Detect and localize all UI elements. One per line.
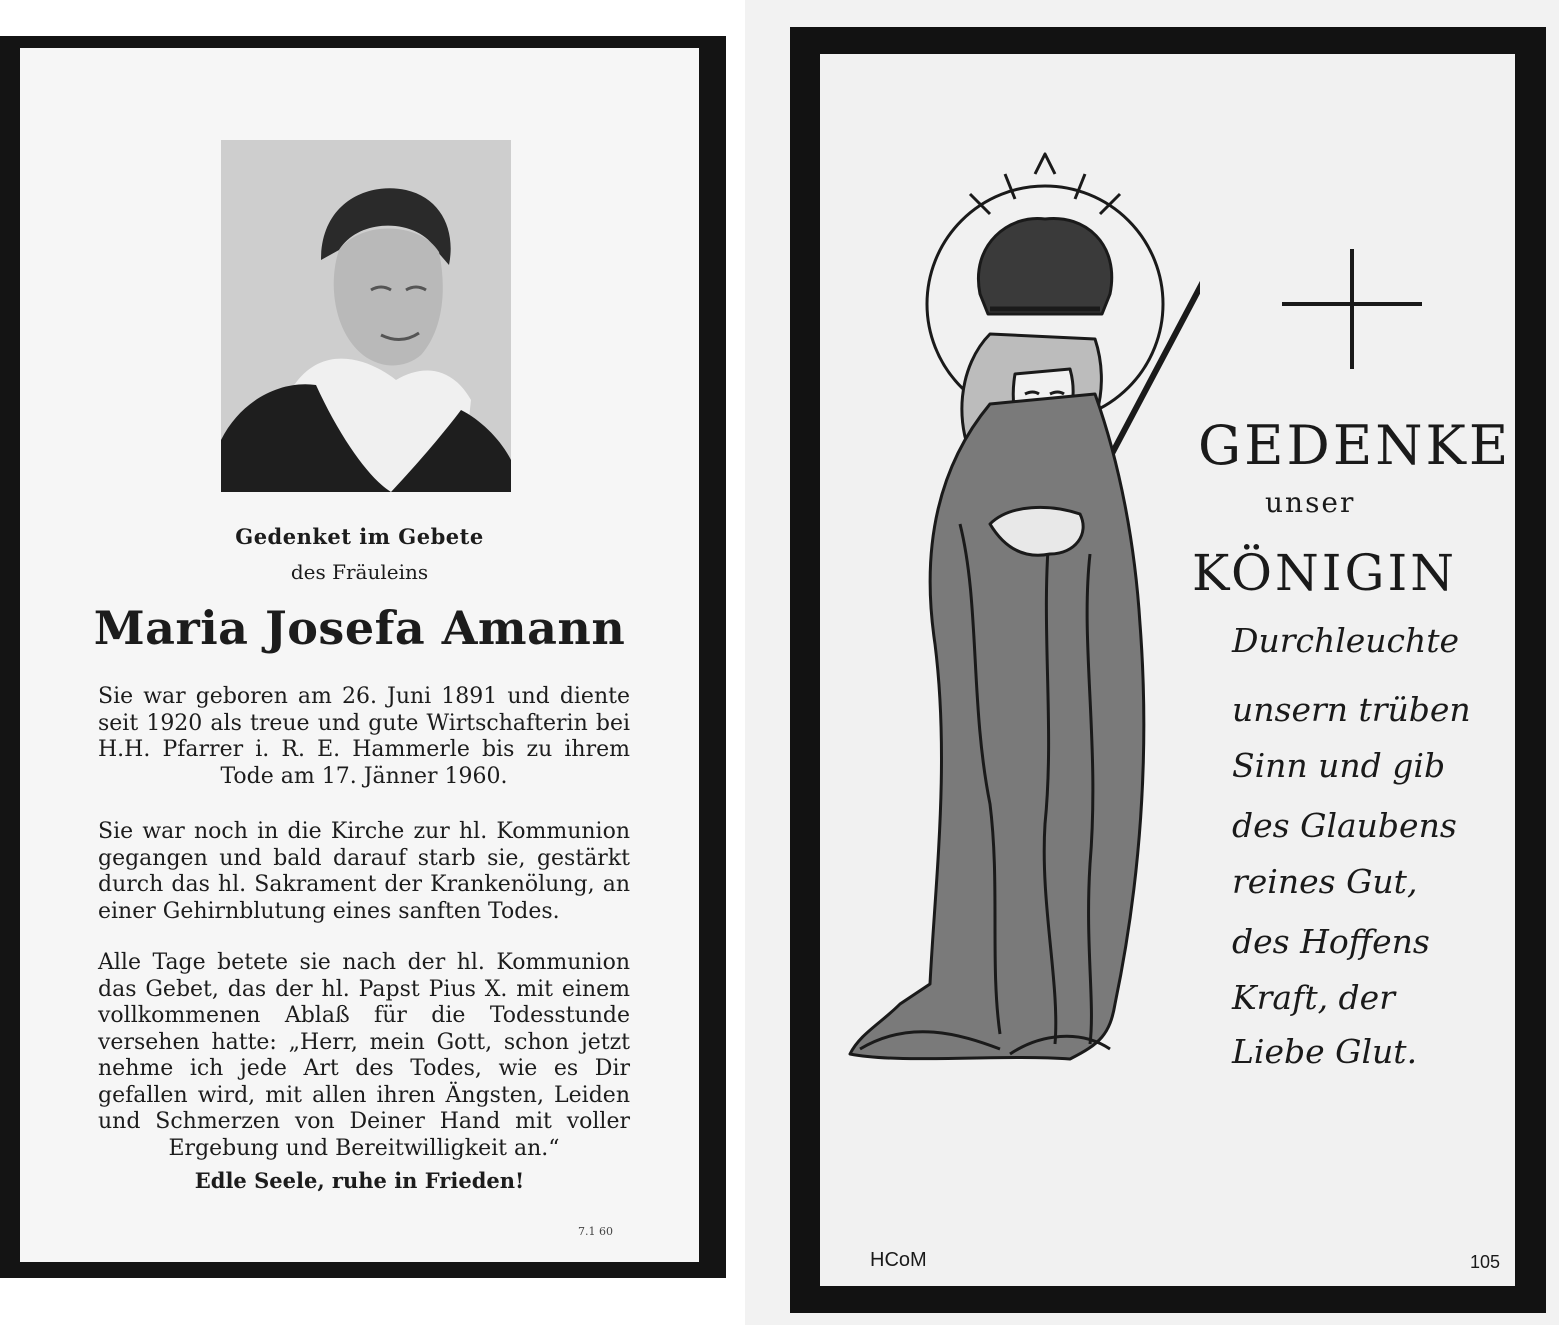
title-unser: unser xyxy=(1265,486,1356,519)
closing-blessing: Edle Seele, ruhe in Frieden! xyxy=(194,1168,525,1193)
verse-line: reines Gut, xyxy=(1232,862,1418,901)
card-paper xyxy=(820,54,1515,1286)
biography-paragraph: Sie war geboren am 26. Juni 1891 und diente seit 1920 als treue und gute Wirtschafterin bei H.H. Pfarrer i. R. E. Hammerle bis zu ihrem Tode am 17. Jänner 1960. xyxy=(98,684,630,789)
publisher-mark: HCoM xyxy=(870,1249,927,1271)
title-koenigin: KÖNIGIN xyxy=(1192,544,1457,602)
prayer-paragraph: Alle Tage betete sie nach der hl. Kommunion das Gebet, das der hl. Papst Pius X. mit einem vollkommenen Ablaß für die Todesstunde versehen hatte: „Herr, mein Gott, schon jetzt nehme ich jede Art des Todes, wie es Dir gefallen wird, mit allen ihren Ängsten, Leiden und Schmerzen von Deiner Hand mit voller Ergebung und Bereitwilligkeit an.“ xyxy=(98,950,630,1161)
verse-line: Kraft, der xyxy=(1232,978,1395,1017)
lead-line-prayer: Gedenket im Gebete xyxy=(235,524,484,549)
death-paragraph: Sie war noch in die Kirche zur hl. Kommunion gegangen und bald darauf starb sie, gestärkt durch das hl. Sakrament der Krankenölung, an einer Gehirnblutung eines sanften Todes. xyxy=(98,819,630,924)
verse-line: Durchleuchte xyxy=(1232,621,1460,660)
verse-line: Liebe Glut. xyxy=(1232,1032,1418,1071)
card-paper xyxy=(20,48,699,1262)
print-code: 7.1 60 xyxy=(578,1225,613,1238)
title-gedenke: GEDENKE xyxy=(1198,414,1512,477)
death-notice-card xyxy=(0,36,726,1278)
verse-line: unsern trüben xyxy=(1232,690,1471,729)
portrait-photo xyxy=(221,140,511,492)
verse-line: Sinn und gib xyxy=(1232,746,1446,785)
devotional-card xyxy=(790,27,1546,1313)
deceased-name: Maria Josefa Amann xyxy=(93,601,626,655)
madonna-with-sword-illustration xyxy=(840,104,1200,1104)
verse-line: des Hoffens xyxy=(1232,922,1430,961)
cross-icon xyxy=(1282,249,1422,369)
lead-line-title: des Fräuleins xyxy=(290,560,429,584)
card-number: 105 xyxy=(1470,1252,1501,1272)
verse-line: des Glaubens xyxy=(1232,806,1457,845)
